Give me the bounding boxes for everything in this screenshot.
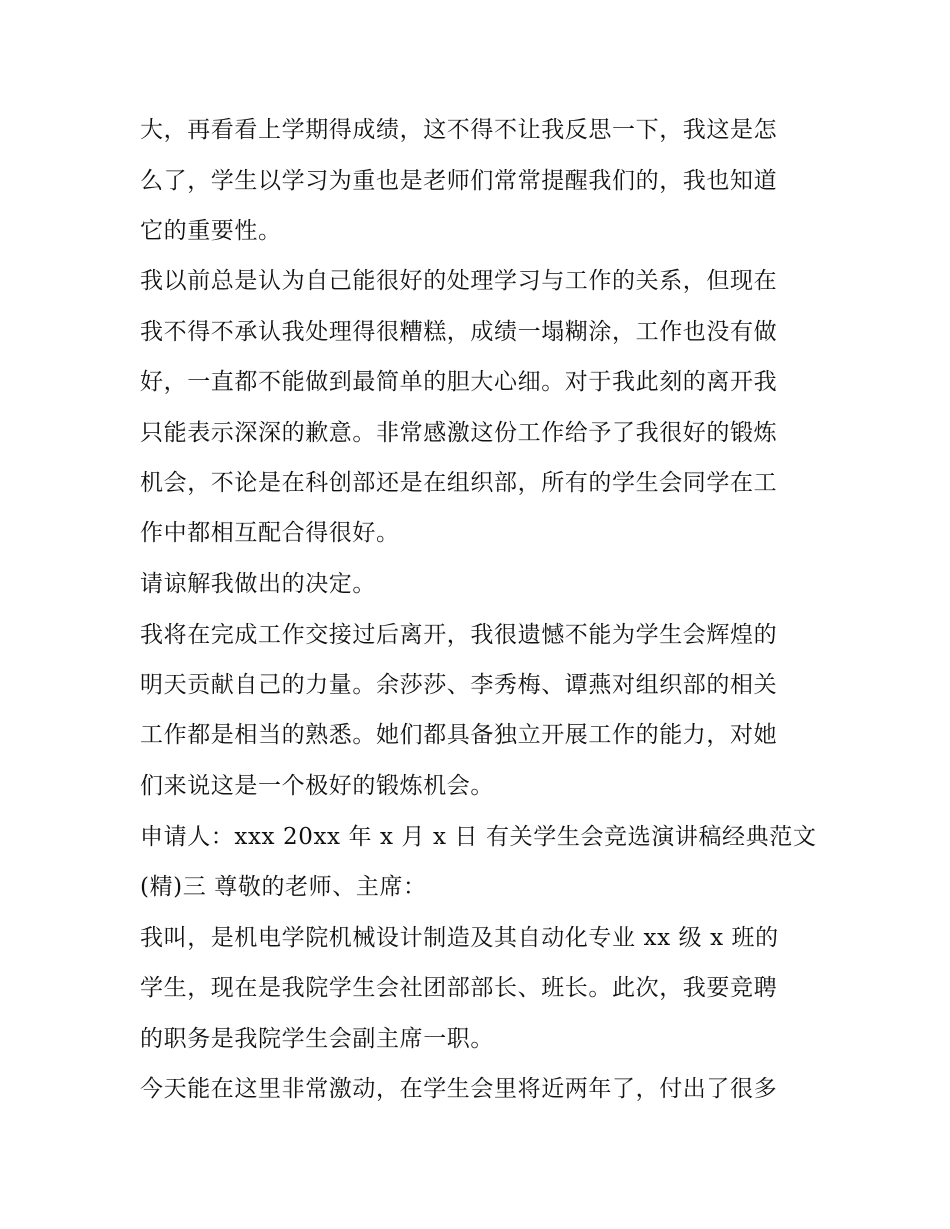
text-line: 工作都是相当的熟悉。她们都具备独立开展工作的能力，对她	[140, 722, 778, 748]
text-line: 今天能在这里非常激动，在学生会里将近两年了，付出了很多	[140, 1076, 778, 1102]
text-line: 我将在完成工作交接过后离开，我很遗憾不能为学生会辉煌的	[140, 622, 778, 648]
text-line: 明天贡献自己的力量。余莎莎、李秀梅、谭燕对组织部的相关	[140, 672, 778, 698]
text-line: 的职务是我院学生会副主席一职。	[140, 1026, 494, 1052]
text-line: (精)三 尊敬的老师、主席：	[140, 874, 427, 900]
text-line: 学生，现在是我院学生会社团部部长、班长。此次，我要竞聘	[140, 975, 778, 1001]
text-line: 我叫，是机电学院机械设计制造及其自动化专业 xx 级 x 班的	[140, 925, 779, 951]
text-line: 大，再看看上学期得成绩，这不得不让我反思一下，我这是怎	[140, 117, 778, 143]
text-line: 它的重要性。	[140, 218, 282, 244]
text-line: 好，一直都不能做到最简单的胆大心细。对于我此刻的离开我	[140, 369, 778, 395]
text-line: 我不得不承认我处理得很糟糕，成绩一塌糊涂，工作也没有做	[140, 319, 778, 345]
text-line: 么了，学生以学习为重也是老师们常常提醒我们的，我也知道	[140, 168, 778, 194]
text-line: 机会，不论是在科创部还是在组织部，所有的学生会同学在工	[140, 470, 778, 496]
text-line: 申请人：xxx 20xx 年 x 月 x 日 有关学生会竞选演讲稿经典范文	[140, 824, 817, 850]
text-line: 请谅解我做出的决定。	[140, 571, 376, 597]
text-line: 们来说这是一个极好的锻炼机会。	[140, 773, 494, 799]
text-line: 作中都相互配合得很好。	[140, 520, 400, 546]
text-line: 我以前总是认为自己能很好的处理学习与工作的关系，但现在	[140, 268, 778, 294]
text-line: 只能表示深深的歉意。非常感激这份工作给予了我很好的锻炼	[140, 420, 778, 446]
